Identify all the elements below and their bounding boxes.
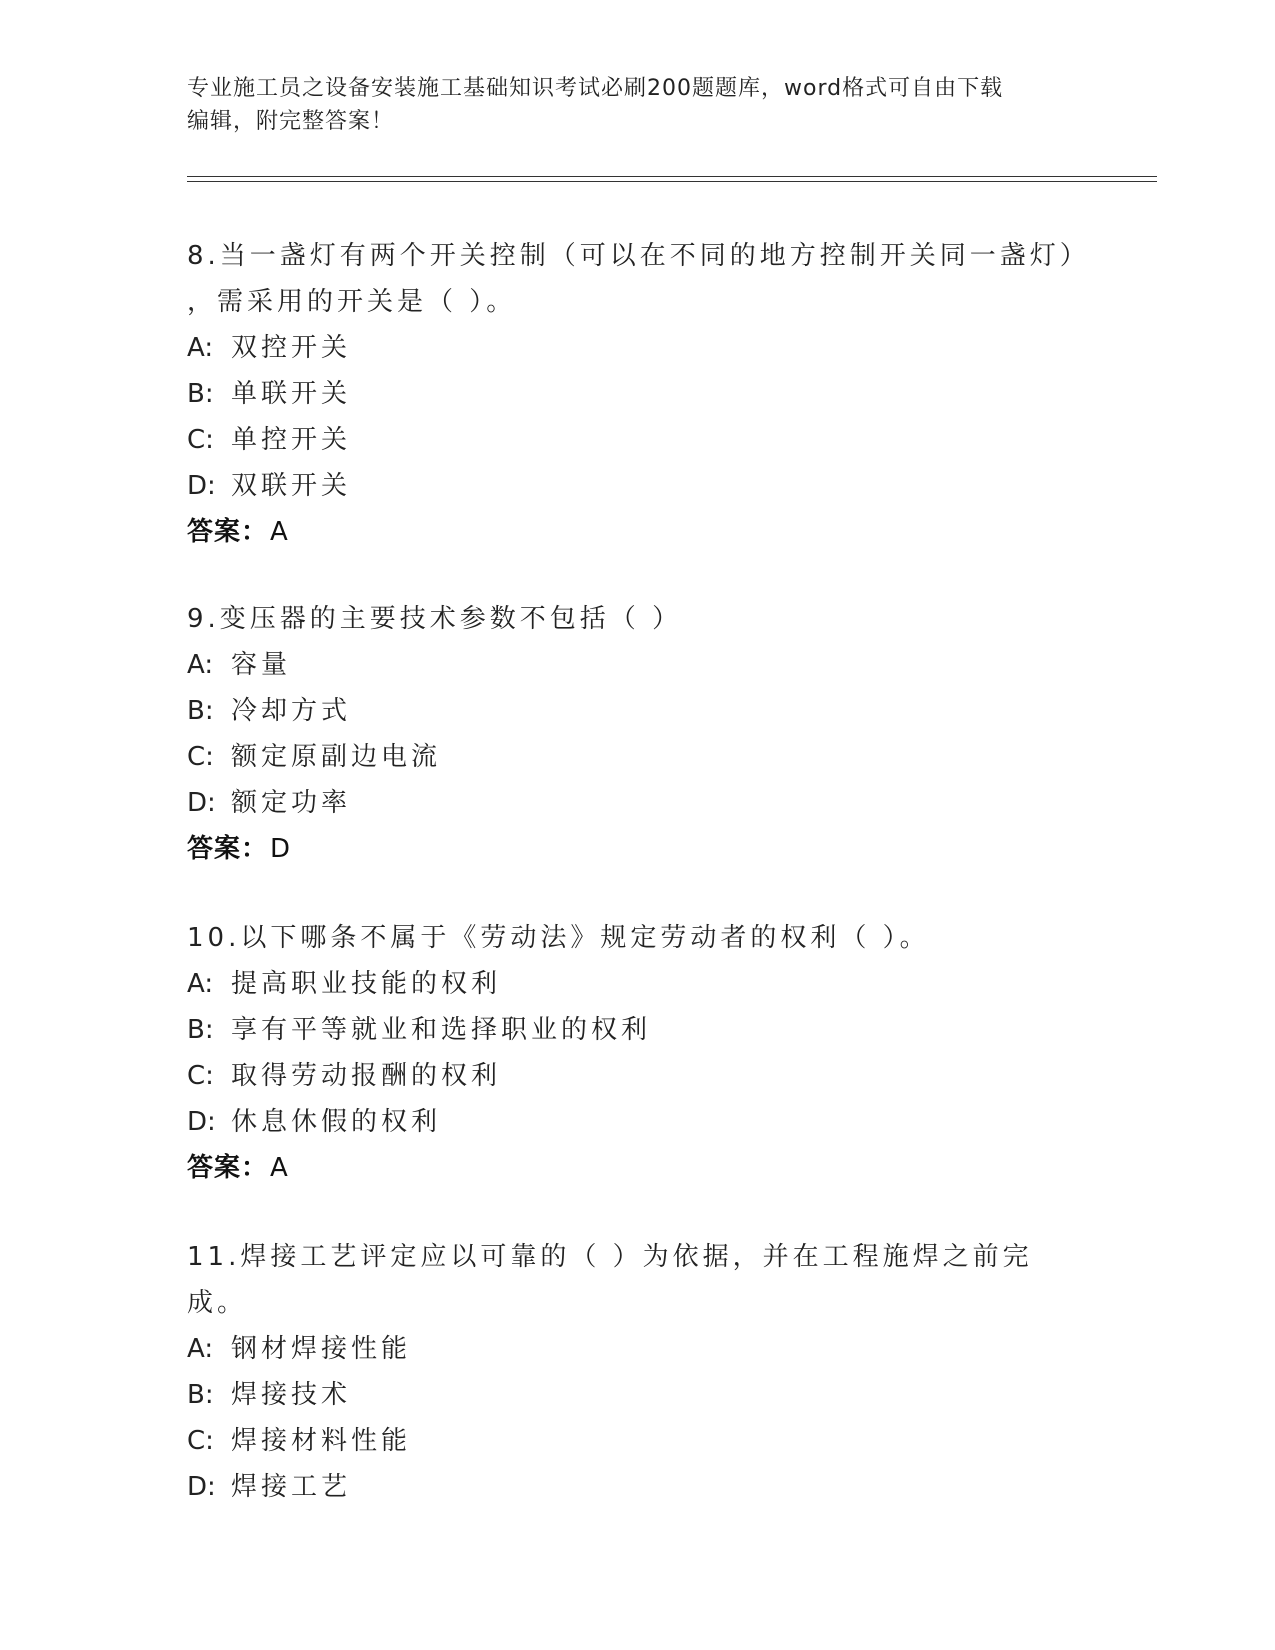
option-d	[187, 1099, 1087, 1145]
option-letter: A:	[187, 333, 214, 363]
answer-label: 答案：	[187, 517, 269, 547]
option-b	[187, 1372, 1087, 1418]
option-a	[187, 325, 1087, 371]
question-11	[187, 1234, 1087, 1510]
header-line-1: 专业施工员之设备安装施工基础知识考试必刷200题题库，word格式可自由下载	[187, 76, 1004, 101]
option-text: 容量	[231, 650, 292, 680]
header-divider-bottom	[187, 181, 1157, 182]
option-d	[187, 1464, 1087, 1510]
option-text: 取得劳动报酬的权利	[231, 1061, 502, 1091]
option-letter: B:	[187, 696, 214, 726]
option-a	[187, 1326, 1087, 1372]
question-9	[187, 596, 1087, 872]
answer-label: 答案：	[187, 834, 269, 864]
option-letter: B:	[187, 1380, 214, 1410]
option-letter: A:	[187, 1334, 214, 1364]
option-c	[187, 417, 1087, 463]
option-letter: D:	[187, 1472, 216, 1502]
option-b	[187, 688, 1087, 734]
option-text: 额定功率	[231, 788, 352, 818]
option-letter: C:	[187, 425, 214, 455]
option-b	[187, 371, 1087, 417]
header-divider-top	[187, 176, 1157, 177]
option-letter: D:	[187, 471, 216, 501]
question-text-line-1: 8.当一盏灯有两个开关控制（可以在不同的地方控制开关同一盏灯）	[187, 241, 1090, 271]
option-text: 额定原副边电流	[231, 742, 442, 772]
option-text: 冷却方式	[231, 696, 352, 726]
question-text-line-1: 9.变压器的主要技术参数不包括（ ）	[187, 604, 683, 634]
option-letter: A:	[187, 969, 214, 999]
option-d	[187, 780, 1087, 826]
option-a	[187, 961, 1087, 1007]
option-text: 焊接材料性能	[231, 1426, 412, 1456]
answer-line	[187, 1145, 1087, 1191]
option-b	[187, 1007, 1087, 1053]
option-letter: A:	[187, 650, 214, 680]
option-c	[187, 1418, 1087, 1464]
option-letter: C:	[187, 1426, 214, 1456]
option-text: 单联开关	[231, 379, 352, 409]
option-text: 焊接技术	[231, 1380, 352, 1410]
option-letter: B:	[187, 379, 214, 409]
option-text: 单控开关	[231, 425, 352, 455]
option-letter: B:	[187, 1015, 214, 1045]
question-text-line-1: 10.以下哪条不属于《劳动法》规定劳动者的权利（ ）。	[187, 923, 930, 953]
option-letter: C:	[187, 1061, 214, 1091]
option-text: 双控开关	[231, 333, 352, 363]
option-text: 休息休假的权利	[231, 1107, 442, 1137]
question-8	[187, 233, 1090, 555]
option-letter: D:	[187, 788, 216, 818]
question-text-line-1: 11.焊接工艺评定应以可靠的（ ）为依据，并在工程施焊之前完成。	[187, 1242, 1033, 1318]
option-a	[187, 642, 1087, 688]
answer-value: D	[270, 834, 292, 864]
option-c	[187, 1053, 1087, 1099]
option-letter: D:	[187, 1107, 216, 1137]
answer-line	[187, 826, 1087, 872]
option-text: 享有平等就业和选择职业的权利	[231, 1015, 652, 1045]
answer-value: A	[270, 517, 289, 547]
option-letter: C:	[187, 742, 214, 772]
document-header	[187, 72, 1087, 138]
option-text: 焊接工艺	[231, 1472, 352, 1502]
answer-value: A	[270, 1153, 289, 1183]
header-line-2: 编辑，附完整答案！	[187, 109, 395, 134]
option-text: 双联开关	[231, 471, 352, 501]
option-text: 钢材焊接性能	[231, 1334, 412, 1364]
answer-line	[187, 509, 1087, 555]
option-c	[187, 734, 1087, 780]
question-text-line-2: ，需采用的开关是（ ）。	[187, 287, 517, 317]
option-d	[187, 463, 1087, 509]
option-text: 提高职业技能的权利	[231, 969, 502, 999]
answer-label: 答案：	[187, 1153, 269, 1183]
question-10	[187, 915, 1087, 1191]
